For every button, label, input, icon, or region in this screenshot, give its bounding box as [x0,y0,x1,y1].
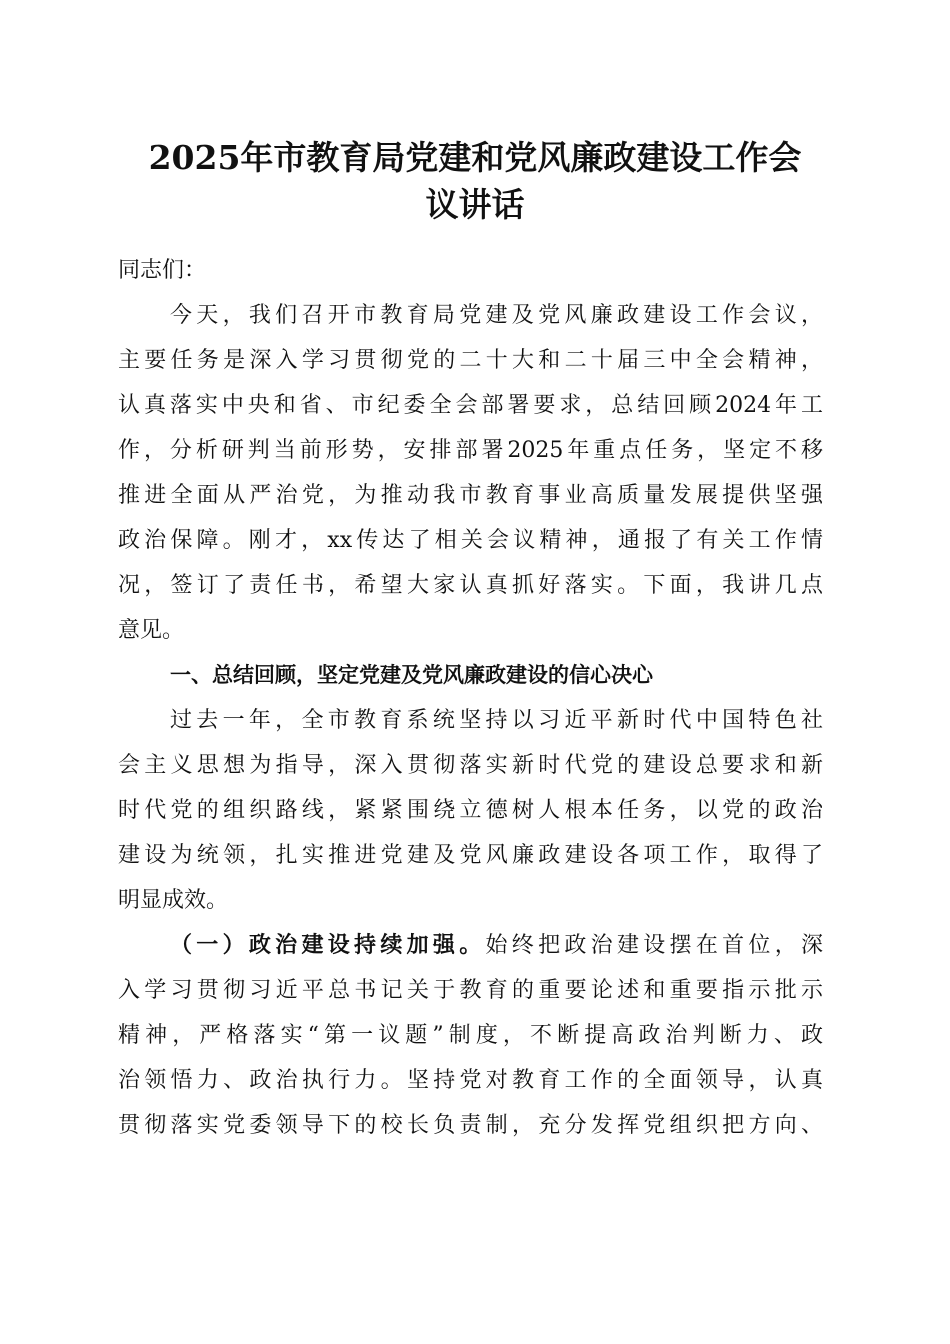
line-text: 政治保障。刚才，xx传达了相关会议精神，通报了有关工作情 [118,528,823,553]
line-text: 认真落实中央和省、市纪委全会部署要求，总结回顾2024年工 [118,393,823,418]
subsection-lead: （一）政治建设持续加强。 [170,932,486,958]
line-text: 主要任务是深入学习贯彻党的二十大和二十届三中全会精神， [118,348,823,373]
paragraph-line [118,383,823,428]
paragraph-line [118,968,823,1013]
paragraph-line [118,338,823,383]
line-text: 明显成效。 [118,888,229,913]
paragraph-line [118,518,823,563]
paragraph-line [118,1058,823,1103]
paragraph-line [118,1103,823,1148]
document-body [118,248,823,1148]
paragraph-line [118,428,823,473]
paragraph-line [118,878,823,923]
section-heading [118,653,823,698]
line-text: 作，分析研判当前形势，安排部署2025年重点任务，坚定不移 [118,438,823,463]
line-text: 建设为统领，扎实推进党建及党风廉政建设各项工作，取得了 [118,843,823,868]
salutation: 同志们： [118,258,207,283]
paragraph-line [118,833,823,878]
line-text: 会主义思想为指导，深入贯彻落实新时代党的建设总要求和新 [118,753,823,778]
title-line: 议讲话 [425,185,525,224]
paragraph-line [118,473,823,518]
line-text: 时代党的组织路线，紧紧围绕立德树人根本任务，以党的政治 [118,798,823,823]
line-text: 始终把政治建设摆在首位，深 [485,933,823,958]
paragraph-line [118,1013,823,1058]
line-text: 过去一年，全市教育系统坚持以习近平新时代中国特色社 [170,708,823,733]
document-title [100,134,850,228]
line-text: 贯彻落实党委领导下的校长负责制，充分发挥党组织把方向、 [118,1113,823,1138]
line-text: 精神，严格落实“第一议题”制度，不断提高政治判断力、政 [118,1023,823,1048]
paragraph-line [118,698,823,743]
line-text: 意见。 [118,618,185,643]
paragraph-line [118,563,823,608]
title-line: 2025年市教育局党建和党风廉政建设工作会 [148,138,802,177]
line-text: 推进全面从严治党，为推动我市教育事业高质量发展提供坚强 [118,483,823,508]
line-text: 治领悟力、政治执行力。坚持党对教育工作的全面领导，认真 [118,1068,823,1093]
paragraph-line [118,743,823,788]
paragraph-line [118,293,823,338]
line-text: 今天，我们召开市教育局党建及党风廉政建设工作会议， [170,303,823,328]
paragraph-line [118,923,823,968]
line-text: 况，签订了责任书，希望大家认真抓好落实。下面，我讲几点 [118,573,823,598]
line-text: 入学习贯彻习近平总书记关于教育的重要论述和重要指示批示 [118,978,823,1003]
paragraph-line [118,608,823,653]
paragraph-line [118,788,823,833]
line-text: 一、总结回顾，坚定党建及党风廉政建设的信心决心 [170,663,653,687]
